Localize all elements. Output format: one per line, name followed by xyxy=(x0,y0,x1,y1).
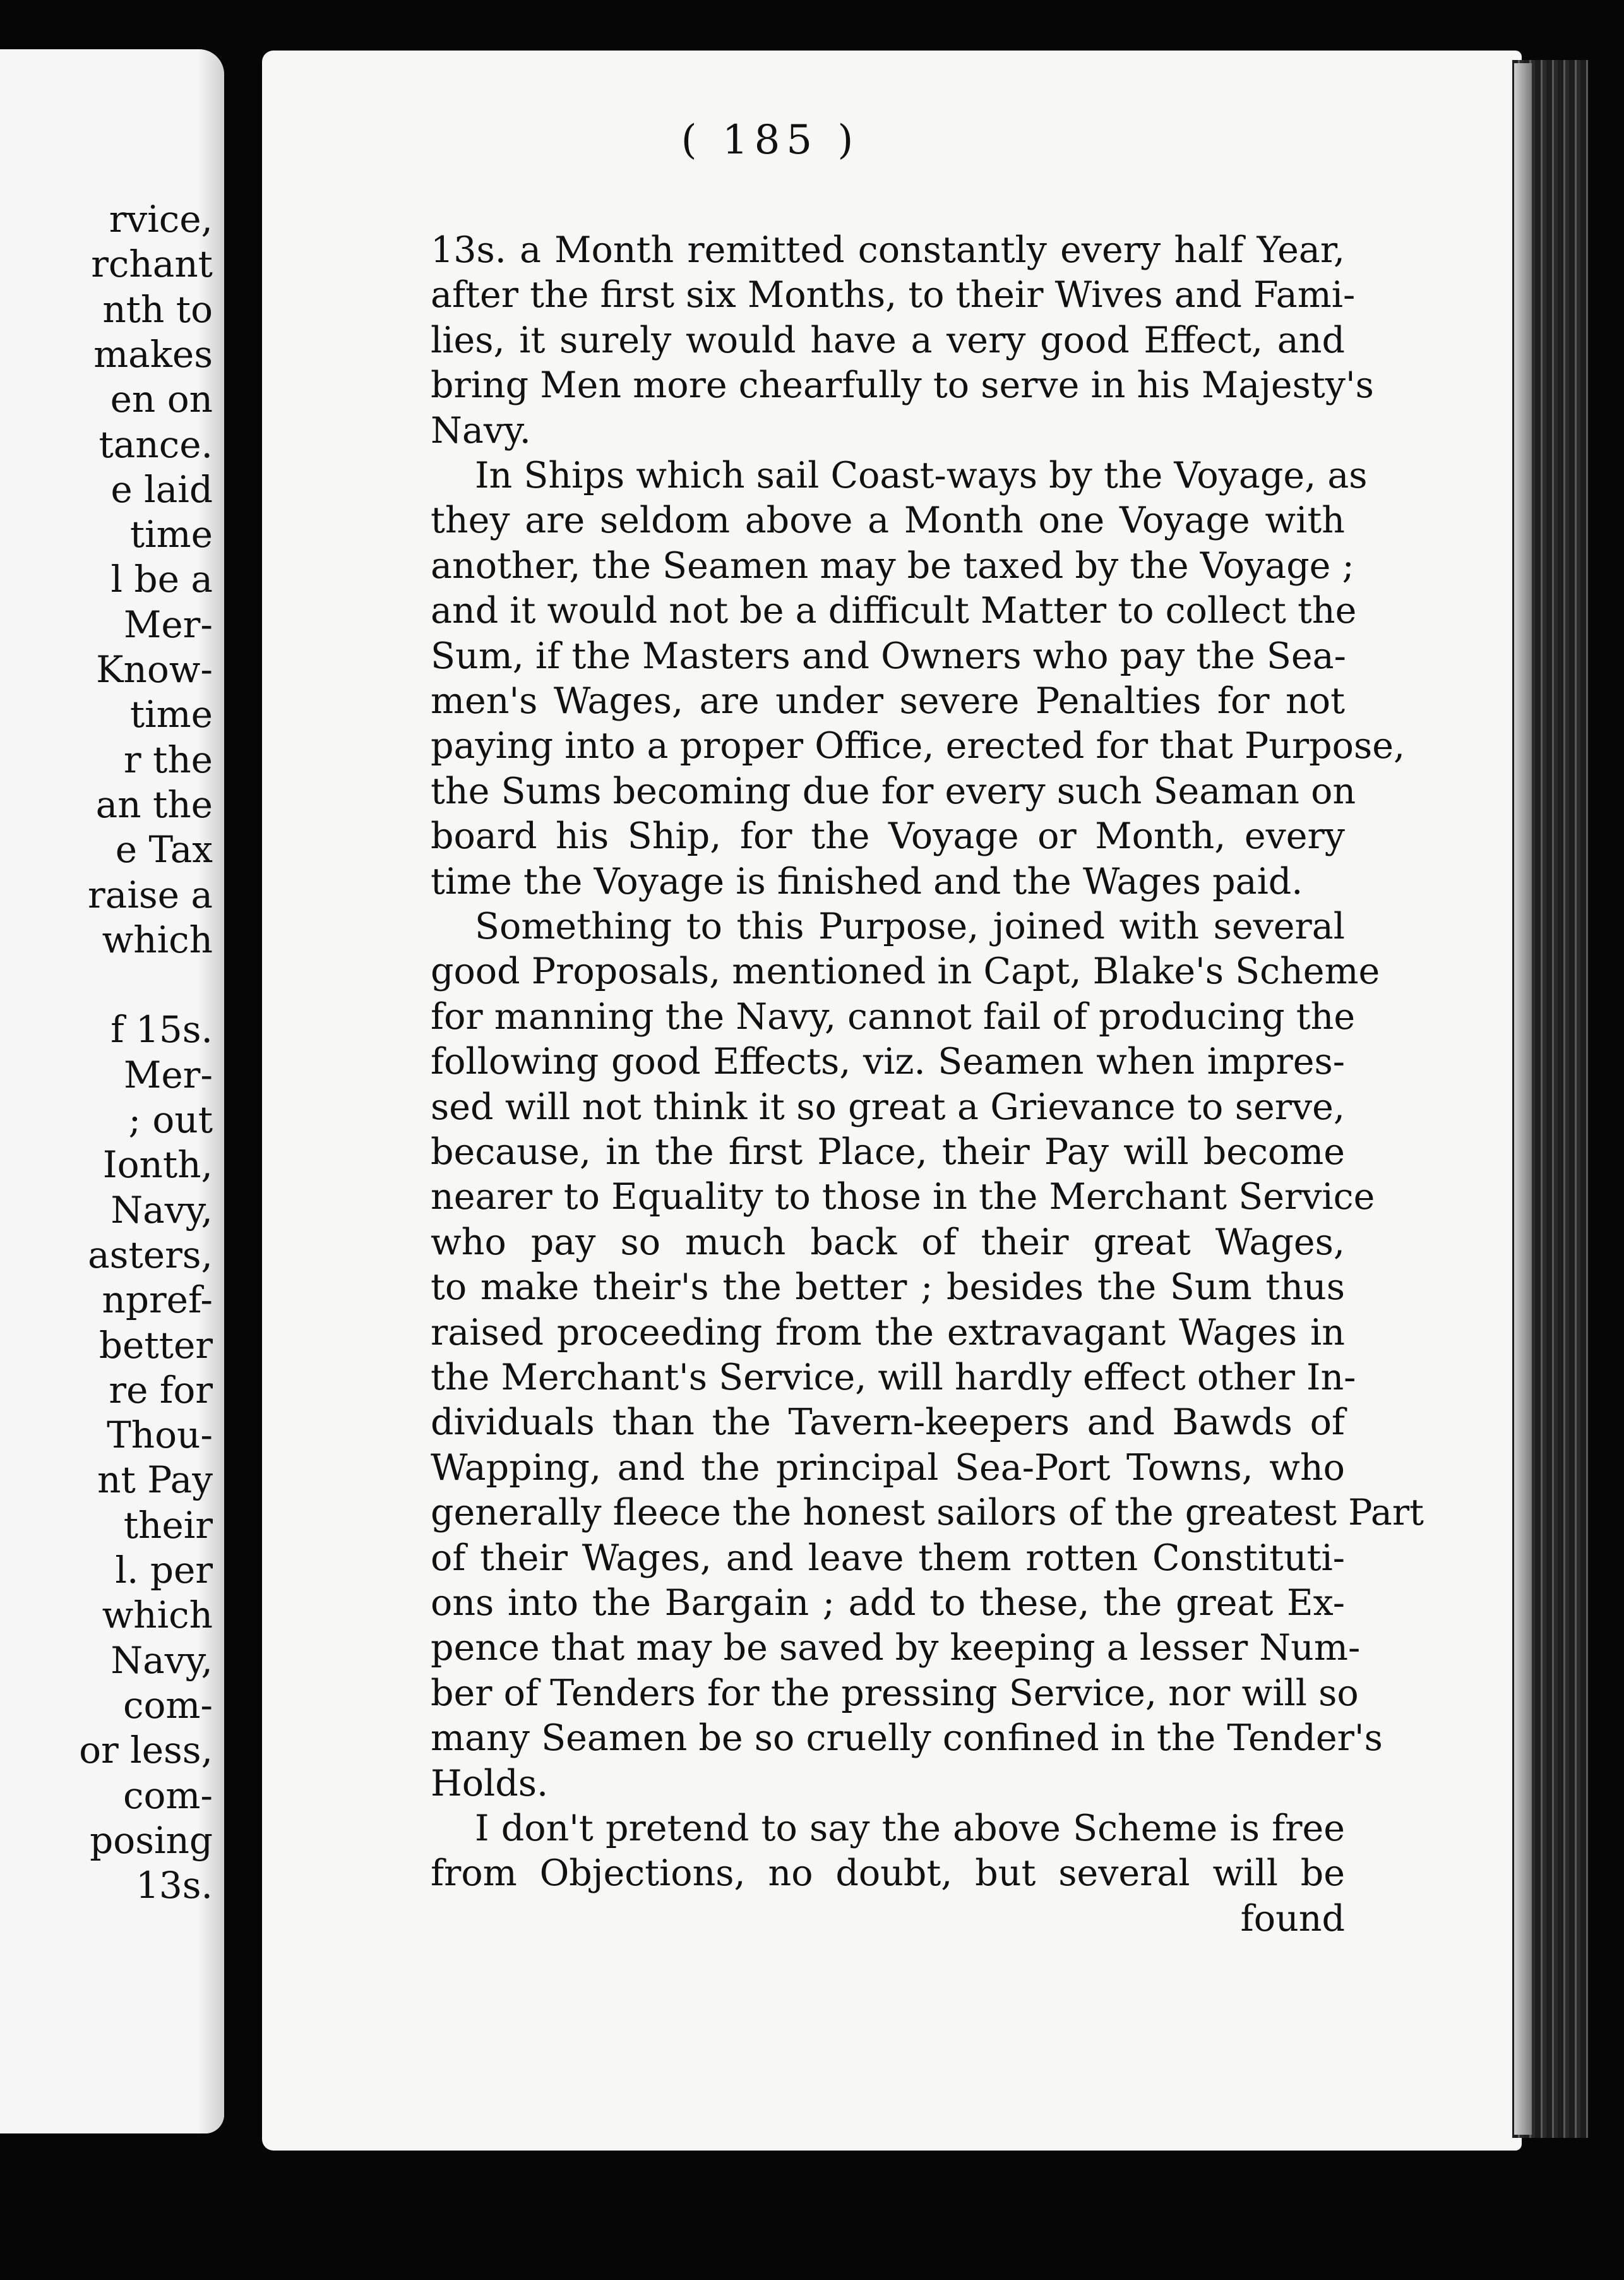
left-page-line: Navy, xyxy=(110,1638,213,1682)
text-line: they are seldom above a Month one Voyage with xyxy=(431,500,1345,542)
text-line: bring Men more chearfully to serve in his Majesty's xyxy=(431,364,1374,407)
text-line: Wapping, and the principal Sea-Port Towns, who xyxy=(431,1446,1345,1489)
left-page-line: Navy, xyxy=(110,1188,213,1232)
left-page-line: rchant xyxy=(91,243,213,286)
left-page-line: 13s. xyxy=(135,1864,213,1907)
text-line: found xyxy=(1240,1897,1345,1940)
text-line: the Sums becoming due for every such Seaman on xyxy=(431,770,1356,812)
left-page-line: ; out xyxy=(128,1098,213,1141)
text-line: board his Ship, for the Voyage or Month, every xyxy=(431,815,1345,858)
text-line: paying into a proper Office, erected for that Purpose, xyxy=(431,725,1406,767)
left-page-line: raise a xyxy=(88,873,213,916)
left-page-line: Thou- xyxy=(107,1413,213,1457)
text-line: who pay so much back of their great Wages, xyxy=(431,1221,1345,1263)
left-page-line: makes xyxy=(93,332,213,376)
left-page-line: npref- xyxy=(102,1278,213,1322)
text-line: Holds. xyxy=(431,1762,549,1804)
text-line: for manning the Navy, cannot fail of producing the xyxy=(431,995,1356,1038)
text-line: men's Wages, are under severe Penalties for not xyxy=(431,680,1345,722)
text-line: from Objections, no doubt, but several will be xyxy=(431,1852,1345,1895)
text-line: good Proposals, mentioned in Capt, Blake's Scheme xyxy=(431,951,1380,993)
left-page-line: which xyxy=(102,1593,213,1637)
text-line: pence that may be saved by keeping a lesser Num- xyxy=(431,1627,1361,1669)
text-line: following good Effects, viz. Seamen when impres- xyxy=(431,1041,1345,1083)
left-page-line: e Tax xyxy=(115,828,213,872)
left-page-line: en on xyxy=(110,378,213,421)
left-page-line: f 15s. xyxy=(110,1008,213,1052)
page-number: ( 185 ) xyxy=(681,117,860,164)
text-line: sed will not think it so great a Grievance to serve, xyxy=(431,1086,1345,1128)
page-edge-shade xyxy=(1514,63,1532,2135)
left-page-line: Know- xyxy=(96,648,213,691)
text-line: Navy. xyxy=(431,409,531,452)
left-page-line: Ionth, xyxy=(102,1143,213,1187)
text-line: nearer to Equality to those in the Merchant Service xyxy=(431,1176,1375,1218)
left-page-line: r the xyxy=(123,738,213,781)
left-page-line: com- xyxy=(123,1683,213,1727)
left-page-line: posing xyxy=(90,1818,213,1862)
text-line: ons into the Bargain ; add to these, the great Ex- xyxy=(431,1582,1345,1624)
text-line: raised proceeding from the extravagant Wages in xyxy=(431,1311,1345,1353)
text-line: Something to this Purpose, joined with several xyxy=(475,906,1345,947)
left-page-line: Mer- xyxy=(123,1053,213,1096)
left-page-line: their xyxy=(123,1503,213,1547)
text-line: dividuals than the Tavern-keepers and Bawds of xyxy=(431,1401,1345,1444)
left-page-line: com- xyxy=(123,1773,213,1817)
text-line: 13s. a Month remitted constantly every half Year, xyxy=(431,229,1345,271)
left-page-line: l. per xyxy=(115,1549,213,1592)
text-line: to make their's the better ; besides the Sum thus xyxy=(431,1266,1345,1309)
left-page-line: or less, xyxy=(79,1729,213,1772)
text-line: lies, it surely would have a very good Effect, and xyxy=(431,319,1345,361)
left-page-line: which xyxy=(102,918,213,961)
left-page-line: tance. xyxy=(99,423,213,466)
text-line: after the first six Months, to their Wives and Fami- xyxy=(431,274,1356,316)
text-line: another, the Seamen may be taxed by the Voyage ; xyxy=(431,544,1354,587)
left-page-line: asters, xyxy=(88,1233,213,1276)
text-line: because, in the first Place, their Pay will become xyxy=(431,1131,1345,1173)
left-page-line: time xyxy=(129,513,213,556)
text-line: Sum, if the Masters and Owners who pay the Sea- xyxy=(431,635,1346,677)
text-line: generally fleece the honest sailors of the greatest Part xyxy=(431,1492,1424,1534)
left-page-line: Mer- xyxy=(123,603,213,646)
text-line: and it would not be a difficult Matter to collect the xyxy=(431,590,1357,632)
text-line: time the Voyage is finished and the Wages paid. xyxy=(431,860,1303,903)
text-line: the Merchant's Service, will hardly effect other In- xyxy=(431,1357,1356,1398)
left-page-line: time xyxy=(129,693,213,736)
left-page-line: l be a xyxy=(110,558,213,601)
left-page-line: nth to xyxy=(102,287,213,331)
left-page-line: e laid xyxy=(110,467,213,511)
facing-page-left xyxy=(0,49,224,2133)
left-page-line: nt Pay xyxy=(97,1458,213,1502)
left-page-line: rvice, xyxy=(109,198,213,241)
text-line: many Seamen be so cruelly confined in the Tender's xyxy=(431,1717,1383,1760)
text-line: of their Wages, and leave them rotten Constituti- xyxy=(431,1537,1345,1579)
left-page-line: better xyxy=(99,1323,213,1367)
left-page-line: re for xyxy=(109,1368,213,1412)
text-line: In Ships which sail Coast-ways by the Voyage, as xyxy=(475,455,1368,496)
left-page-line: an the xyxy=(95,783,213,826)
text-line: ber of Tenders for the pressing Service, nor will so xyxy=(431,1672,1359,1714)
text-line: I don't pretend to say the above Scheme is free xyxy=(475,1808,1345,1849)
